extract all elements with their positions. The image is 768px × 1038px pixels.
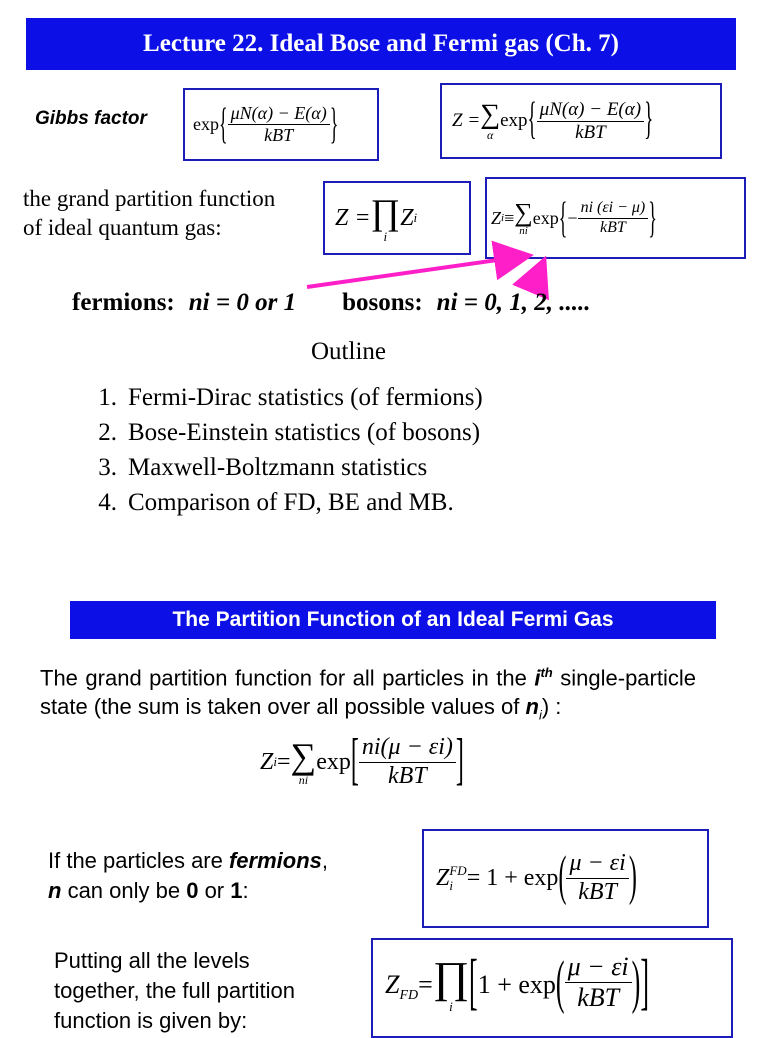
gibbs-factor-label: Gibbs factor [35, 108, 147, 129]
zi-definition-formula: Z i ≡ ∑ ni exp { − $\frac{ni (\varepsilon i - \mu)}{\text{kBT}}$ } [485, 177, 746, 259]
grand-sum-denominator: kBT [575, 121, 606, 143]
list-item [79, 485, 483, 520]
product-index: i [449, 999, 453, 1014]
text-segment: , [321, 848, 329, 873]
paragraph-text: values of [431, 694, 520, 720]
sum-index-ni: ni [519, 224, 528, 237]
zi-formula-lhs: Z [260, 748, 274, 775]
list-item [79, 415, 483, 450]
zfd-subscript: i [449, 877, 453, 893]
paragraph-text: The grand partition function for all particles in the [40, 665, 527, 691]
arrow-overlay [0, 0, 768, 330]
section-title: The Partition Function of an Ideal Fermi Gas [172, 608, 614, 631]
product-index: i [383, 228, 388, 244]
zi-formula-numerator: ni(μ − εi) [359, 734, 456, 763]
grand-sum-numerator: μN(α) − E(α) [537, 99, 644, 122]
zi-lhs-sub: i [501, 212, 505, 224]
gibbs-numerator: μN(α) − E(α) [228, 103, 330, 125]
item-text: Fermi-Dirac statistics (of fermions) [128, 384, 483, 411]
fermions-label: fermions: [72, 289, 175, 316]
zfd-single-formula: Z FD i = 1 + exp ( $\frac{\mu - \varepsilon i}{\text{kBT}}$ ) [422, 829, 709, 928]
text-line: function is given by: [54, 1008, 248, 1033]
statistics-line [72, 289, 591, 317]
arrow-to-product [307, 256, 526, 287]
item-text: Comparison of FD, BE and MB. [128, 489, 454, 516]
fermions-emphasis: fermions [228, 848, 322, 873]
fermion-condition-text [48, 846, 328, 906]
product-formula: Z = ∏ i Z i [323, 181, 471, 255]
text-line: together, the full partition [54, 978, 295, 1003]
grand-sum-lhs: Z = [452, 110, 481, 131]
gibbs-factor-formula: exp { $\frac{\mu N(\alpha) - E(\alpha)}{\text{kBT}}$ } [183, 88, 379, 161]
paragraph-text: ) : [541, 694, 562, 720]
n-symbol: n [525, 694, 539, 720]
levels-text [54, 946, 295, 1036]
item-number: 4. [98, 489, 117, 516]
text-line: Putting all the levels [54, 948, 250, 973]
text-line: of ideal quantum gas: [23, 215, 222, 240]
lecture-title: Lecture 22. Ideal Bose and Fermi gas (Ch. 7) [143, 30, 619, 57]
zi-formula-lhs-sub: i [273, 754, 277, 770]
bosons-values: ni = 0, 1, 2, ..... [436, 289, 591, 316]
sum-index-alpha: α [486, 128, 494, 142]
zi-lhs: Z [491, 207, 502, 228]
list-item [79, 450, 483, 485]
minus-sign: − [567, 207, 578, 228]
zfd-full-body: 1 + exp [477, 970, 556, 999]
item-text: Maxwell-Boltzmann statistics [128, 454, 428, 481]
zfd-full-lhs: Z [385, 970, 400, 999]
zi-numerator: ni (εi − μ) [578, 199, 649, 218]
text-segment: : [242, 878, 249, 903]
exp-label: exp [316, 748, 351, 775]
fermions-values: ni = 0 or 1 [188, 289, 297, 316]
paragraph-text: single-particle state (the sum is taken over all possible [40, 665, 696, 720]
th-superscript: th [540, 665, 553, 680]
zfd-rhs-prefix: = 1 + exp [466, 865, 559, 891]
one-value: 1 [230, 878, 243, 903]
equals-sign: = [418, 970, 433, 999]
product-rhs-sub: i [413, 210, 418, 225]
zfd-full-formula: Z $_{FD}$ = ∏ i [ 1 + exp ( $\frac{\mu - \varepsilon i}{\text{kBT}}$ ) ] [371, 938, 733, 1038]
zfd-lhs: Z [436, 865, 450, 891]
zi-denominator: kBT [600, 218, 626, 236]
zfd-numerator: μ − εi [566, 850, 628, 879]
outline-list [79, 380, 483, 520]
sum-index-ni: ni [298, 773, 309, 788]
exp-label: exp [193, 114, 219, 134]
item-number: 2. [98, 419, 117, 446]
item-number: 3. [98, 454, 117, 481]
item-text: Bose-Einstein statistics (of bosons) [128, 419, 481, 446]
equiv-sign: ≡ [504, 207, 515, 228]
zfd-superscript: FD [449, 863, 467, 879]
item-number: 1. [98, 384, 117, 411]
zfd-full-sub: FD [399, 988, 419, 1003]
list-item [79, 380, 483, 415]
outline-heading: Outline [311, 338, 386, 365]
text-segment: or [198, 878, 231, 903]
text-line: the grand partition function [23, 186, 276, 211]
product-rhs: Z [400, 204, 414, 231]
arrow-to-sum-index [532, 263, 543, 289]
n-symbol: n [48, 878, 62, 903]
i-symbol: i [534, 665, 541, 691]
text-segment: If the particles are [48, 848, 229, 873]
gibbs-denominator: kBT [264, 125, 294, 145]
product-lhs: Z = [335, 204, 371, 231]
text-segment: can only be [61, 878, 187, 903]
bosons-label: bosons: [342, 289, 423, 316]
zi-formula-denominator: kBT [388, 762, 427, 789]
grand-sum-formula: Z = ∑ α exp { $\frac{\mu N(\alpha) - E(\alpha)}{\text{kBT}}$ } [440, 83, 722, 159]
exp-label: exp [500, 110, 528, 131]
exp-label: exp [532, 207, 559, 228]
zero-value: 0 [186, 878, 199, 903]
intro-paragraph [40, 658, 696, 730]
zfd-denominator: kBT [578, 879, 617, 905]
zfd-full-numerator: μ − εi [565, 952, 632, 983]
zi-formula: Z i = ∑ ni exp [ $\frac{ni(\mu - \varepsilon i)}{\text{kBT}}$ ] [260, 729, 464, 793]
zfd-full-denominator: kBT [577, 982, 620, 1012]
section-title-banner [70, 601, 716, 639]
n-subscript: i [538, 707, 542, 723]
equals-sign: = [276, 748, 291, 775]
